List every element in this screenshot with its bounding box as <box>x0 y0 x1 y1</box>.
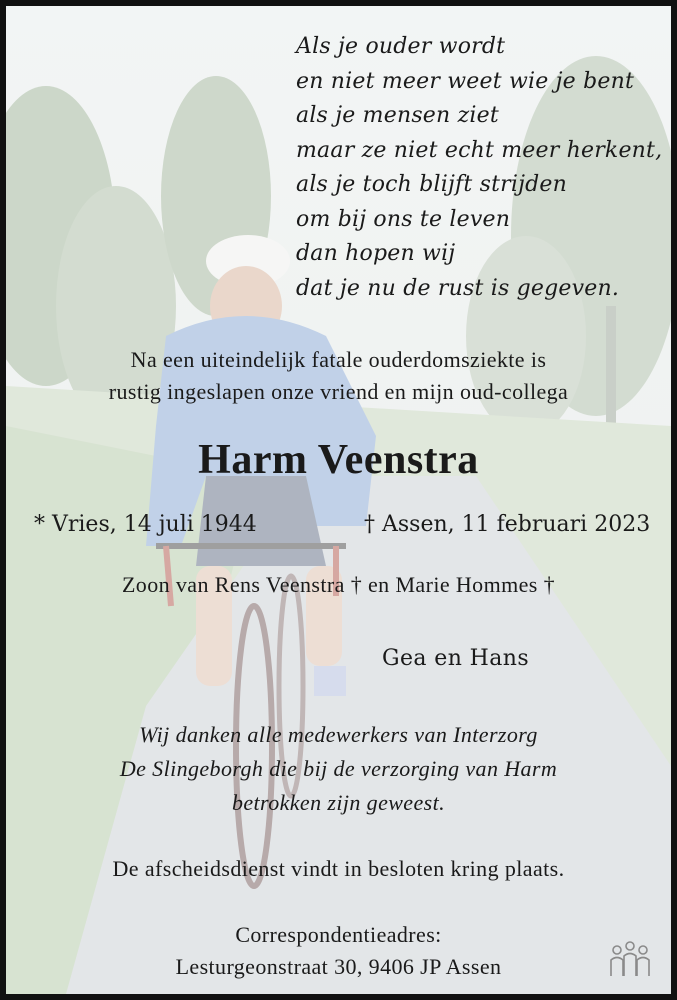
deceased-name: Harm Veenstra <box>198 437 479 483</box>
intro-line: Na een uiteindelijk fatale ouderdomsziekte is <box>130 347 547 372</box>
correspondence-label: Correspondentieadres: <box>235 922 442 947</box>
service-notice: De afscheidsdienst vindt in besloten kring plaats. <box>112 856 565 881</box>
parents-line: Zoon van Rens Veenstra † en Marie Hommes † <box>121 572 556 597</box>
poem <box>296 30 662 306</box>
poem-line: als je mensen ziet <box>296 103 499 128</box>
birth-date: * Vries, 14 juli 1944 <box>34 512 257 537</box>
poem-line: als je toch blijft strijden <box>296 172 567 197</box>
thanks-line: De Slingeborgh die bij de verzorging van Harm <box>119 756 558 781</box>
thanks-line: betrokken zijn geweest. <box>231 790 446 815</box>
poem-line: dat je nu de rust is gegeven. <box>296 275 620 301</box>
poem-line: maar ze niet echt meer herkent, <box>296 137 663 163</box>
signed-by: Gea en Hans <box>382 646 530 671</box>
thanks-line: Wij danken alle medewerkers van Interzorg <box>139 722 538 747</box>
intro-line: rustig ingeslapen onze vriend en mijn oud-collega <box>108 379 569 404</box>
death-date: † Assen, 11 februari 2023 <box>364 512 651 537</box>
poem-line: dan hopen wij <box>296 241 456 266</box>
poem-line: Als je ouder wordt <box>296 34 506 59</box>
thanks-text <box>6 718 671 820</box>
correspondence-block <box>6 919 671 983</box>
intro-text <box>6 344 671 408</box>
correspondence-address: Lesturgeonstraat 30, 9406 JP Assen <box>175 954 502 979</box>
poem-line: en niet meer weet wie je bent <box>296 68 634 94</box>
poem-line: om bij ons te leven <box>296 206 511 232</box>
family-people-icon <box>607 938 653 978</box>
